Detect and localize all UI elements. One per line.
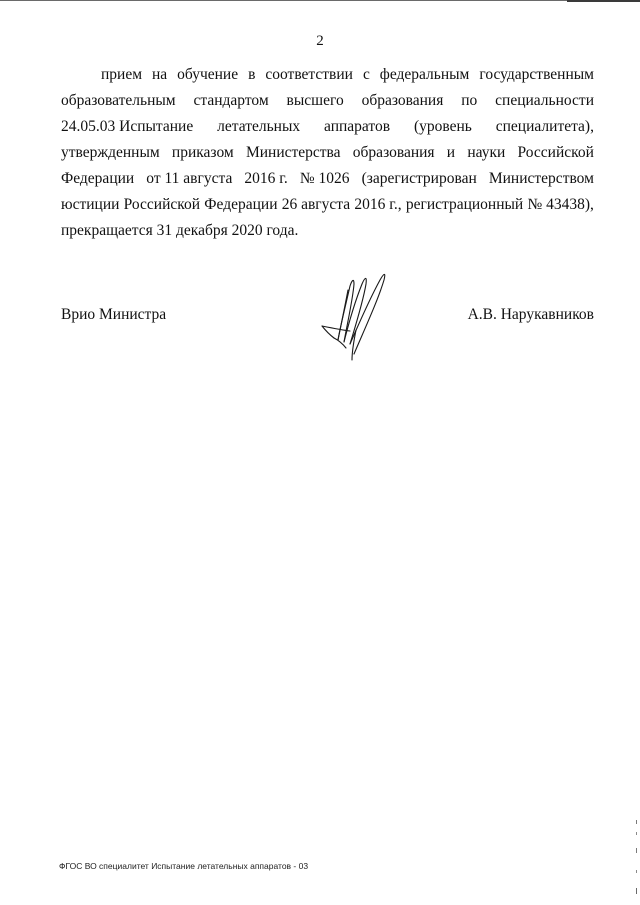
text-line — [61, 140, 594, 166]
word: летательных — [217, 118, 301, 135]
word: 26 августа — [281, 196, 351, 213]
word: и — [446, 144, 456, 161]
word: специальности — [495, 92, 594, 109]
text-line — [61, 192, 594, 218]
word: утвержденным — [61, 144, 160, 161]
signer-name: А.В. Нарукавников — [467, 306, 594, 323]
word: науки — [467, 144, 506, 161]
word: Федерации — [61, 170, 135, 187]
word: высшего — [286, 92, 344, 109]
text-line — [61, 88, 594, 114]
word: государственным — [479, 66, 594, 83]
page-number: 2 — [316, 33, 324, 49]
word: образования — [352, 144, 435, 161]
word: (зарегистрирован — [361, 170, 477, 187]
word: стандартом — [193, 92, 269, 109]
top-border-line — [0, 0, 640, 1]
word: Министерством — [488, 170, 594, 187]
signer-title: Врио Министра — [61, 306, 167, 323]
footer-note: ФГОС ВО специалитет Испытание летательных аппаратов - 03 — [59, 861, 309, 871]
word: по — [461, 92, 478, 109]
word: 2016 г. — [244, 170, 288, 187]
word: специалитета), — [495, 118, 594, 135]
word: прием — [101, 66, 143, 83]
top-border-mark — [567, 0, 640, 2]
word: прекращается 31 декабря 2020 года. — [61, 222, 299, 239]
word: Российской — [123, 196, 201, 213]
text-line — [61, 218, 594, 244]
word: соответствии — [265, 66, 353, 83]
word: Федерации — [204, 196, 278, 213]
word: № 1026 — [299, 170, 350, 187]
word: регистрационный — [405, 196, 524, 213]
word: 2016 г., — [354, 196, 402, 213]
word: юстиции — [61, 196, 120, 213]
word: 24.05.03 Испытание — [61, 118, 194, 135]
body-paragraph — [61, 62, 594, 244]
word: федеральным — [379, 66, 470, 83]
word: на — [152, 66, 168, 83]
scan-edge-marks — [635, 818, 638, 905]
word: образования — [361, 92, 444, 109]
word: № 43438), — [527, 196, 594, 213]
word: Российской — [517, 144, 594, 161]
word: аппаратов — [324, 118, 391, 135]
word: в — [248, 66, 256, 83]
word: обучение — [177, 66, 239, 83]
word: приказом — [171, 144, 234, 161]
word: образовательным — [61, 92, 176, 109]
text-line — [61, 166, 594, 192]
word: от 11 августа — [146, 170, 233, 187]
text-line — [61, 114, 594, 140]
text-line — [61, 62, 594, 88]
word: (уровень — [413, 118, 472, 135]
word: с — [362, 66, 370, 83]
word: Министерства — [245, 144, 341, 161]
handwritten-signature — [318, 268, 398, 364]
